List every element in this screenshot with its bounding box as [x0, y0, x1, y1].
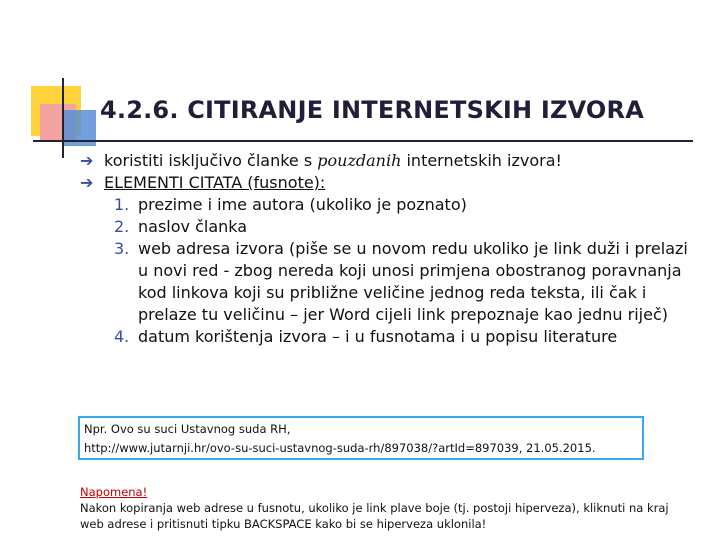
note-text: Nakon kopiranja web adrese u fusnotu, ukoliko je link plave boje (tj. postoji hiperveza), kliknuti na kraj web adrese i pritisnuti tipku BACKSPACE kako bi se hiperveza uklonila!	[80, 501, 669, 531]
arrow-bullet-icon: ➔	[80, 173, 94, 192]
bullet-text-after: internetskih izvora!	[401, 151, 562, 170]
bullet-text-before: koristiti isključivo članke s	[104, 151, 318, 170]
bullet-citation-elements	[80, 172, 692, 194]
slide-content	[80, 150, 692, 348]
list-text: prezime i ime autora (ukoliko je poznato)	[138, 195, 467, 214]
decorative-vertical-line	[62, 78, 64, 158]
citation-elements-list	[80, 194, 692, 348]
list-text: datum korištenja izvora – i u fusnotama i u popisu literature	[138, 327, 618, 346]
example-citation-box	[78, 416, 644, 460]
decorative-horizontal-line	[33, 140, 693, 142]
list-number: 4.	[114, 327, 130, 346]
example-line-2: http://www.jutarnji.hr/ovo-su-suci-ustavnog-suda-rh/897038/?artId=897039, 21.05.2015.	[84, 441, 596, 455]
note-block	[80, 484, 692, 532]
bullet-text-emphasis: pouzdanih	[317, 151, 402, 170]
slide-title: 4.2.6. CITIRANJE INTERNETSKIH IZVORA	[100, 96, 644, 124]
list-text: web adresa izvora (piše se u novom redu ukoliko je link duži i prelazi u novi red - zbog nereda koji unosi primjena obostranog poravnanja kod linkova koji su približne veličine jednog reda teksta, ili čak i prelaze tu veličinu – jer Word cijeli link prepoznaje kao jednu riječ)	[138, 239, 688, 324]
list-number: 2.	[114, 217, 130, 236]
bullet-reliable-sources	[80, 150, 692, 172]
list-item	[80, 194, 692, 216]
list-item	[80, 326, 692, 348]
bullet-text: ELEMENTI CITATA (fusnote):	[104, 173, 326, 192]
list-number: 1.	[114, 195, 130, 214]
note-label: Napomena!	[80, 485, 148, 499]
list-item	[80, 238, 692, 326]
arrow-bullet-icon: ➔	[80, 151, 94, 170]
list-item	[80, 216, 692, 238]
list-text: naslov članka	[138, 217, 248, 236]
example-line-1: Npr. Ovo su suci Ustavnog suda RH,	[84, 422, 291, 436]
list-number: 3.	[114, 239, 130, 258]
